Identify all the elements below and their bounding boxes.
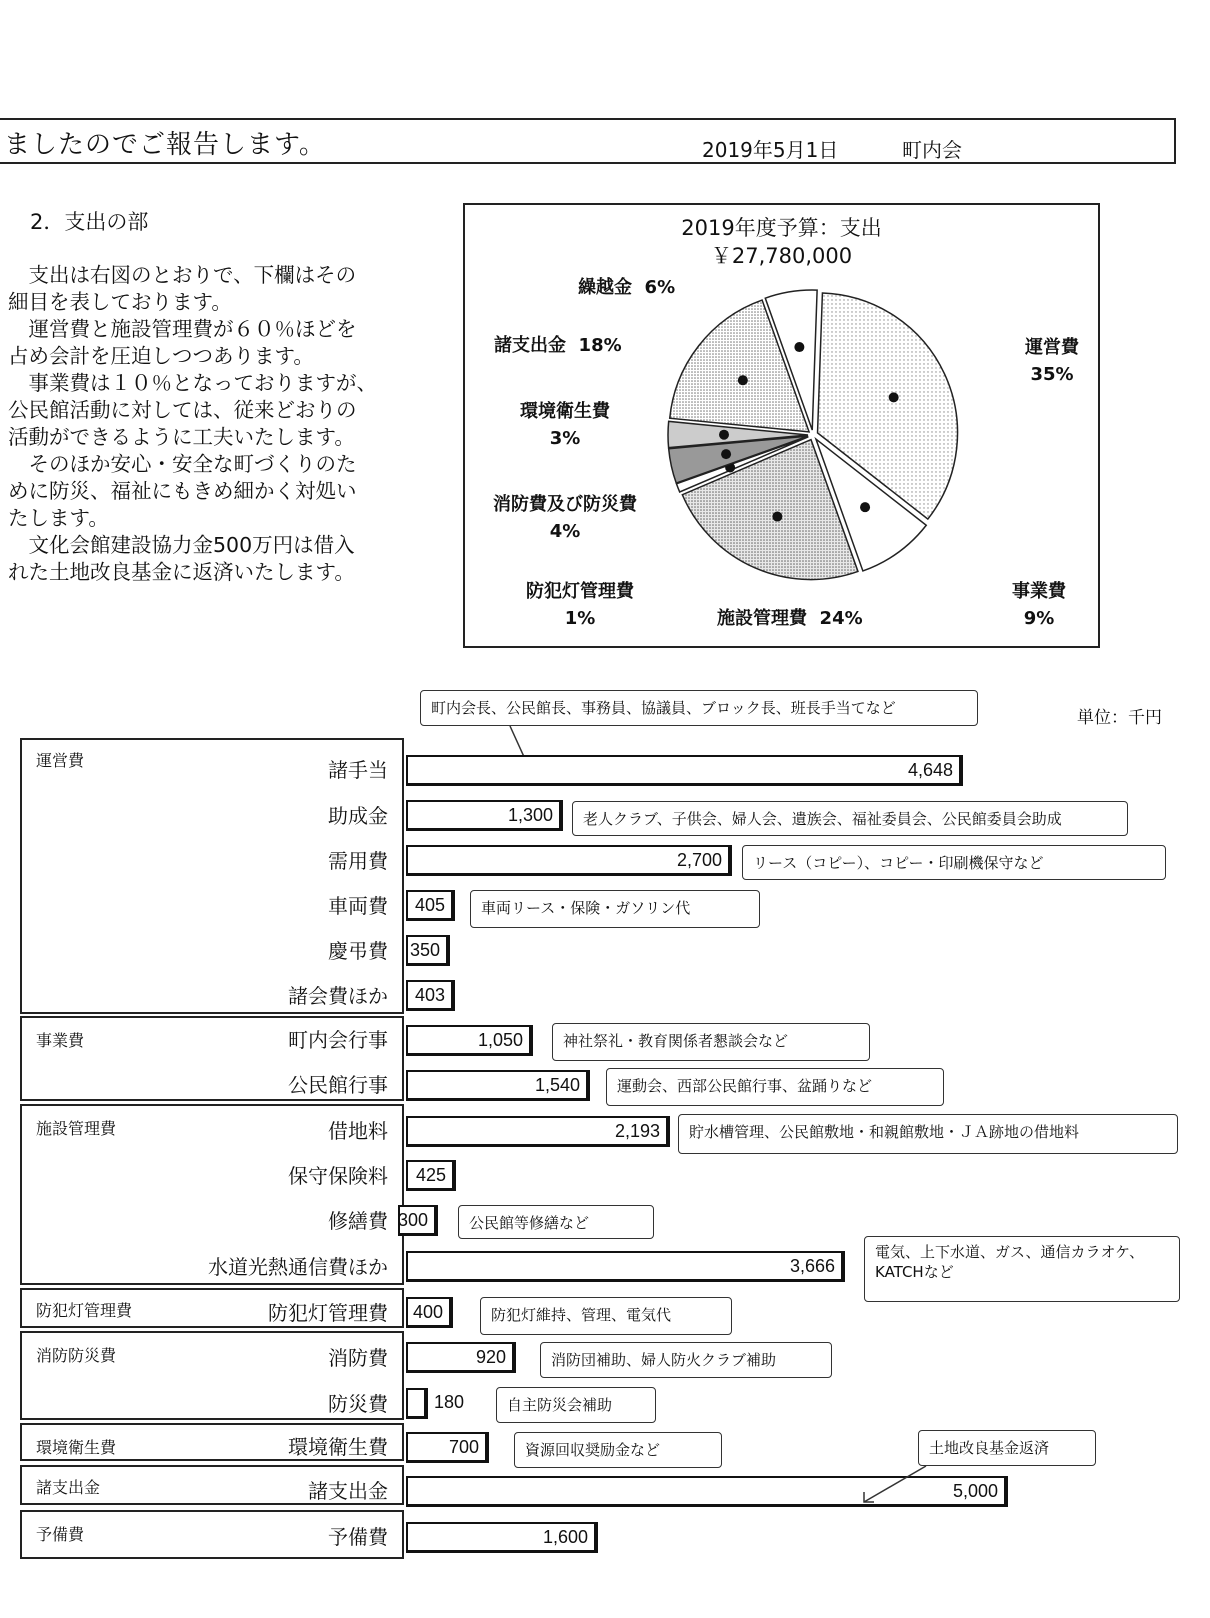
bar-value: 1,300: [507, 805, 553, 825]
group-name: 諸支出金: [36, 1478, 101, 1497]
bar-value: 4,648: [907, 760, 953, 780]
pie-label-name: 諸支出金: [494, 335, 566, 356]
row-label: 慶弔費: [328, 939, 388, 963]
intro-line: たします。: [8, 506, 109, 530]
group-name: 防犯灯管理費: [36, 1301, 133, 1320]
intro-line: 運営費と施設管理費が６０％ほどを: [8, 317, 357, 341]
bar-shoteate: [406, 755, 963, 786]
row-label: 修繕費: [328, 1209, 388, 1233]
bar-value: 5,000: [952, 1481, 998, 1501]
intro-text: [8, 262, 428, 586]
pie-label-name: 運営費: [1025, 337, 1079, 358]
pie-label-name: 防犯灯管理費: [526, 581, 634, 602]
note-chonaikai: 神社祭礼・教育関係者懇談会など: [552, 1023, 870, 1061]
pie-label-pct: 35%: [1030, 364, 1074, 385]
pie-slice-dot: [860, 502, 870, 512]
pie-label-kankyo: [510, 398, 620, 452]
bar-hoshu: [406, 1160, 456, 1191]
pie-title: 2019年度予算：支出: [681, 216, 882, 240]
header-text: ましたのでご報告します。: [4, 130, 326, 160]
pie-label-pct: 1%: [564, 608, 596, 629]
intro-line: 細目を表しております。: [8, 290, 232, 314]
bar-shuzenhi: [398, 1205, 438, 1236]
group-name: 環境衛生費: [36, 1438, 117, 1457]
pie-label-pct: 3%: [549, 428, 581, 449]
bar-kankyo: [406, 1432, 489, 1463]
group-name: 施設管理費: [36, 1119, 117, 1138]
pie-label-pct: 6%: [644, 277, 676, 298]
bar-chonaikai: [406, 1025, 533, 1056]
pie-label-name: 施設管理費: [717, 608, 807, 629]
bar-value: 350: [409, 940, 440, 960]
bar-keichohi: [406, 935, 450, 966]
unit-label: 単位：千円: [1077, 708, 1162, 728]
row-label: 借地料: [328, 1119, 388, 1143]
note-suido: 電気、上下水道、ガス、通信カラオケ、KATCHなど: [864, 1236, 1180, 1302]
header-org: 町内会: [902, 138, 962, 162]
row-label: 需用費: [328, 849, 388, 873]
pie-slice-dot: [772, 512, 782, 522]
pie-label-shoshishutsu: [494, 332, 622, 359]
bar-value: 403: [414, 985, 445, 1005]
note-shobohi: 消防団補助、婦人防火クラブ補助: [540, 1342, 832, 1378]
pie-label-kurikoshi: [578, 274, 675, 301]
pie-label-name: 繰越金: [578, 277, 632, 298]
pie-total: ￥27,780,000: [710, 244, 853, 268]
row-label: 保守保険料: [288, 1164, 388, 1188]
bar-value-outside: 180: [434, 1392, 465, 1412]
pie-slice-dot: [889, 392, 899, 402]
intro-line: 文化会館建設協力金500万円は借入: [8, 533, 355, 557]
row-label: 車両費: [328, 894, 388, 918]
intro-line: 占め会計を圧迫しつつあります。: [8, 344, 314, 368]
pie-label-name: 事業費: [1012, 581, 1066, 602]
bar-shobohi: [406, 1342, 516, 1373]
bar-value: 1,050: [477, 1030, 523, 1050]
row-label: 諸会費ほか: [288, 984, 388, 1008]
note-joseikin: 老人クラブ、子供会、婦人会、遺族会、福祉委員会、公民館委員会助成: [572, 801, 1128, 836]
group-name: 予備費: [36, 1525, 85, 1544]
bar-value: 3,666: [789, 1256, 835, 1276]
bar-value: 700: [448, 1437, 479, 1457]
row-label: 水道光熱通信費ほか: [208, 1255, 388, 1279]
pie-label-shisetsu: [717, 605, 863, 632]
pie-label-name: 消防費及び防災費: [493, 494, 637, 515]
row-label: 防犯灯管理費: [268, 1301, 388, 1325]
group-name: 運営費: [36, 751, 85, 770]
bar-juyohi: [406, 845, 732, 876]
section-title: 2．支出の部: [30, 210, 149, 234]
bar-value: 405: [414, 895, 445, 915]
note-sharyohi: 車両リース・保険・ガソリン代: [470, 890, 760, 928]
bar-shakuchiryo: [406, 1116, 670, 1147]
intro-line: 活動ができるように工夫いたします。: [8, 425, 355, 449]
row-label: 町内会行事: [288, 1028, 388, 1052]
note-kominkan: 運動会、西部公民館行事、盆踊りなど: [606, 1068, 944, 1106]
group-name: 消防防災費: [36, 1346, 117, 1365]
arrow-icon: [856, 1462, 936, 1506]
pie-label-bohanto: [515, 578, 645, 632]
pie-label-name: 環境衛生費: [520, 401, 610, 422]
row-label: 予備費: [328, 1525, 388, 1549]
bar-yobihi: [406, 1522, 598, 1553]
bar-sharyohi: [406, 890, 455, 921]
bar-bosaihi: [406, 1388, 428, 1419]
pie-slice-dot: [721, 449, 731, 459]
note-kankyo: 資源回収奨励金など: [514, 1432, 722, 1468]
row-label: 環境衛生費: [288, 1435, 388, 1459]
row-label: 諸支出金: [308, 1479, 388, 1503]
bar-joseikin: [406, 800, 563, 831]
bar-value: 2,193: [614, 1121, 660, 1141]
pie-label-pct: 24%: [819, 608, 863, 629]
pie-label-pct: 18%: [578, 335, 622, 356]
pie-slice-dot: [794, 342, 804, 352]
bar-value: 1,600: [542, 1527, 588, 1547]
intro-line: めに防災、福祉にもきめ細かく対処い: [8, 479, 357, 503]
pie-label-pct: 4%: [549, 521, 581, 542]
note-bosaihi: 自主防災会補助: [496, 1387, 656, 1423]
bar-suido: [406, 1251, 845, 1282]
row-label: 公民館行事: [288, 1073, 388, 1097]
intro-line: 支出は右図のとおりで、下欄はその: [8, 263, 357, 287]
pie-slice-dot: [738, 375, 748, 385]
note-shuzenhi: 公民館等修繕など: [458, 1205, 654, 1239]
row-label: 防災費: [328, 1392, 388, 1416]
bar-value: 1,540: [534, 1075, 580, 1095]
note-shoshishutsu: 土地改良基金返済: [918, 1430, 1096, 1466]
bar-bohanto: [406, 1297, 453, 1328]
intro-line: 事業費は１０％となっておりますが、: [8, 371, 377, 395]
bar-kominkan: [406, 1070, 590, 1101]
bar-value: 300: [397, 1210, 428, 1230]
intro-line: れた土地改良基金に返済いたします。: [8, 560, 355, 584]
header-date: 2019年5月1日: [702, 138, 839, 162]
pie-label-shobo: [480, 491, 650, 545]
note-shakuchiryo: 貯水槽管理、公民館敷地・和親館敷地・ＪＡ跡地の借地料: [678, 1114, 1178, 1154]
pie-label-unei: [1016, 334, 1088, 388]
note-bohanto: 防犯灯維持、管理、電気代: [480, 1297, 732, 1335]
bar-value: 425: [415, 1165, 446, 1185]
row-label: 消防費: [328, 1346, 388, 1370]
note-allowances: 町内会長、公民館長、事務員、協議員、ブロック長、班長手当てなど: [420, 690, 978, 726]
bar-shokaihi: [406, 980, 455, 1011]
intro-line: そのほか安心・安全な町づくりのた: [8, 452, 357, 476]
bar-value: 920: [475, 1347, 506, 1367]
row-label: 諸手当: [328, 758, 388, 782]
group-name: 事業費: [36, 1031, 85, 1050]
pie-label-jigyo: [1004, 578, 1074, 632]
pie-label-pct: 9%: [1023, 608, 1055, 629]
bar-value: 2,700: [676, 850, 722, 870]
note-juyohi: リース（コピー）、コピー・印刷機保守など: [742, 845, 1166, 880]
pie-slice-dot: [719, 430, 729, 440]
row-label: 助成金: [328, 804, 388, 828]
intro-line: 公民館活動に対しては、従来どおりの: [8, 398, 357, 422]
bar-value: 400: [412, 1302, 443, 1322]
